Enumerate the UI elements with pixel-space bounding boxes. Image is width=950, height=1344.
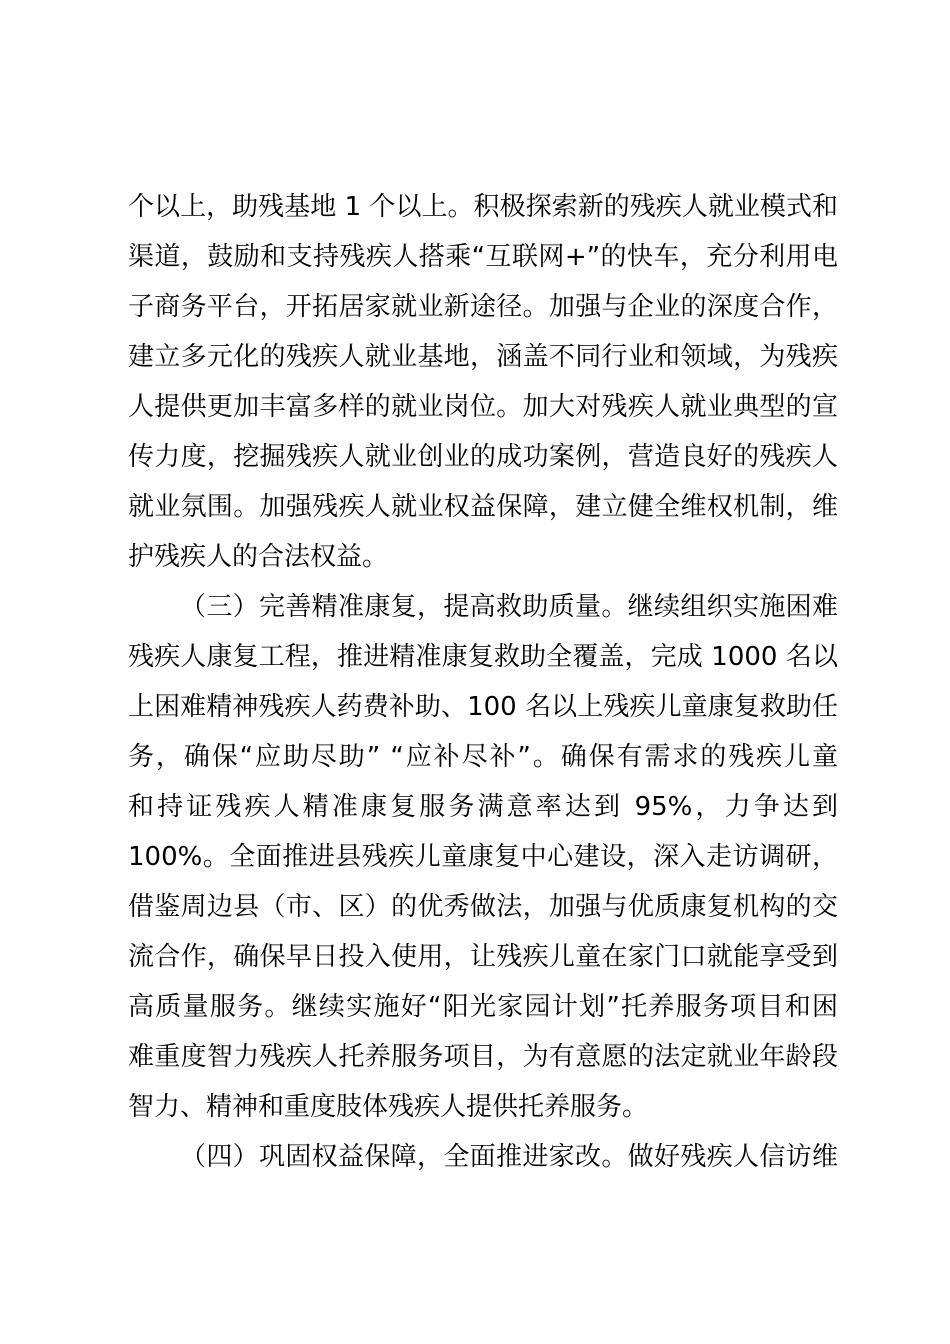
- text-line: 个以上，助残基地 1 个以上。积极探索新的残疾人就业模式和: [128, 192, 838, 222]
- text-line: 高质量服务。继续实施好“阳光家园计划”托养服务项目和困: [128, 992, 838, 1022]
- text-line: 建立多元化的残疾人就业基地，涵盖不同行业和领域，为残疾: [128, 342, 838, 372]
- text-line: 务，确保“应助尽助” “应补尽补”。确保有需求的残疾儿童: [128, 742, 838, 772]
- text-line: 子商务平台，开拓居家就业新途径。加强与企业的深度合作，: [128, 292, 838, 322]
- text-line: 和持证残疾人精准康复服务满意率达到 95%，力争达到: [128, 792, 838, 822]
- document-body: [128, 182, 838, 1182]
- text-line: 渠道，鼓励和支持残疾人搭乘“互联网+”的快车，充分利用电: [128, 242, 838, 272]
- section-heading-line: （三）完善精准康复，提高救助质量。继续组织实施困难: [180, 592, 838, 622]
- text-line: 上困难精神残疾人药费补助、100 名以上残疾儿童康复救助任: [128, 692, 838, 722]
- text-line: 100%。全面推进县残疾儿童康复中心建设，深入走访调研，: [128, 842, 838, 872]
- text-line: 人提供更加丰富多样的就业岗位。加大对残疾人就业典型的宣: [128, 392, 838, 422]
- text-line: 传力度，挖掘残疾人就业创业的成功案例，营造良好的残疾人: [128, 442, 838, 472]
- text-line: 智力、精神和重度肢体残疾人提供托养服务。: [128, 1092, 649, 1122]
- text-line: 借鉴周边县（市、区）的优秀做法，加强与优质康复机构的交: [128, 892, 838, 922]
- text-line: 就业氛围。加强残疾人就业权益保障，建立健全维权机制，维: [128, 492, 838, 522]
- text-line: 护残疾人的合法权益。: [128, 542, 389, 572]
- text-line: 难重度智力残疾人托养服务项目，为有意愿的法定就业年龄段: [128, 1042, 838, 1072]
- text-line: 流合作，确保早日投入使用，让残疾儿童在家门口就能享受到: [128, 942, 838, 972]
- section-heading-line: （四）巩固权益保障，全面推进家改。做好残疾人信访维: [180, 1142, 838, 1172]
- text-line: 残疾人康复工程，推进精准康复救助全覆盖，完成 1000 名以: [128, 642, 838, 672]
